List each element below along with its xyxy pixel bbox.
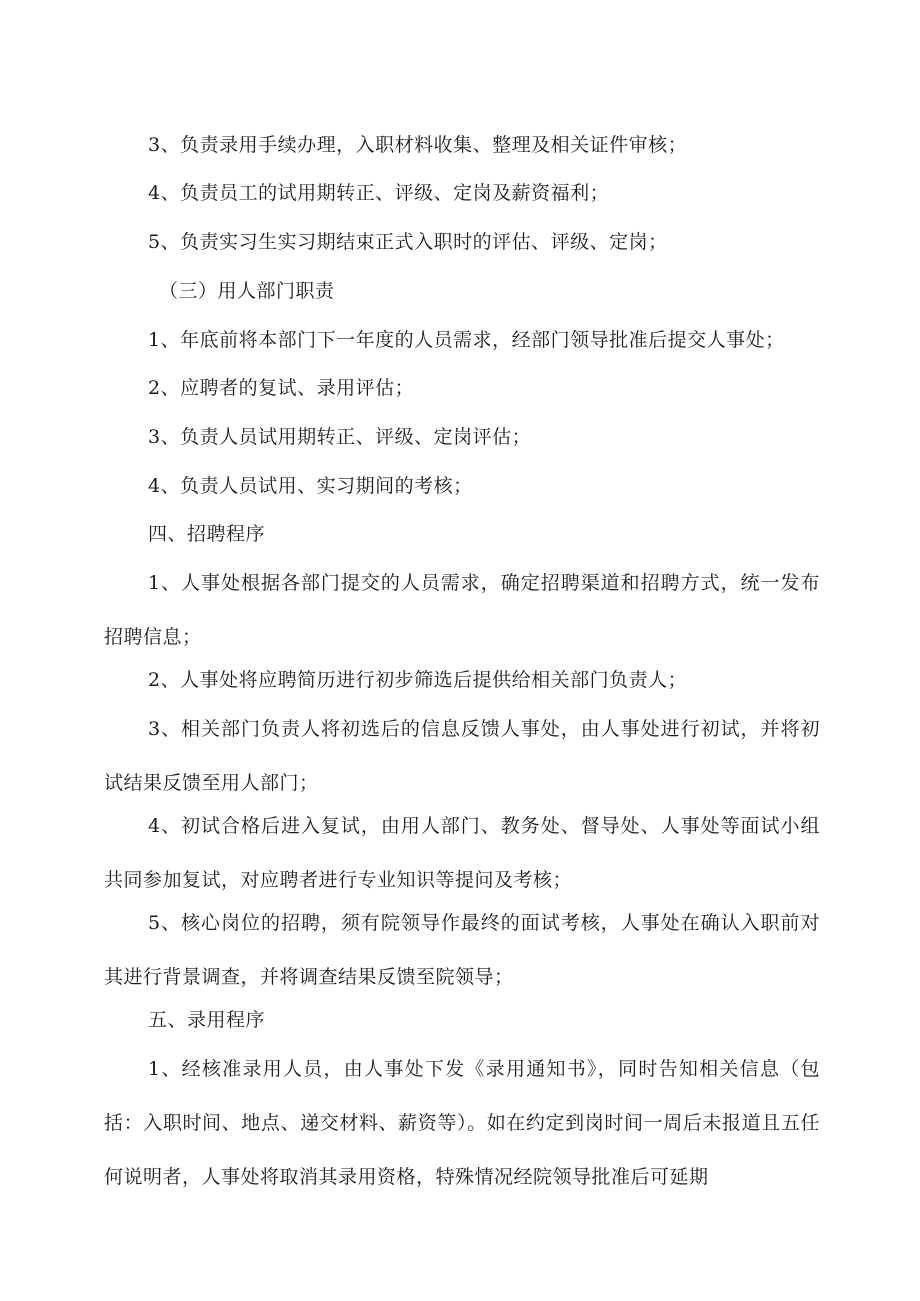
paragraph: 4、初试合格后进入复试，由用人部门、教务处、督导处、人事处等面试小组共同参加复试，对应聘者进行专业知识等提问及考核； bbox=[104, 815, 820, 891]
paragraph: 3、相关部门负责人将初选后的信息反馈人事处，由人事处进行初试，并将初试结果反馈至用人部门； bbox=[104, 718, 820, 794]
paragraph: 3、负责人员试用期转正、评级、定岗评估； bbox=[148, 426, 532, 448]
paragraph: 1、年底前将本部门下一年度的人员需求，经部门领导批准后提交人事处； bbox=[148, 329, 785, 351]
paragraph: 4、负责人员试用、实习期间的考核； bbox=[148, 475, 473, 497]
paragraph: 5、核心岗位的招聘，须有院领导作最终的面试考核，人事处在确认入职前对其进行背景调查，并将调查结果反馈至院领导； bbox=[104, 912, 820, 988]
paragraph: 4、负责员工的试用期转正、评级、定岗及薪资福利； bbox=[148, 182, 610, 204]
paragraph: 1、经核准录用人员，由人事处下发《录用通知书》，同时告知相关信息（包括：入职时间、地点、递交材料、薪资等）。如在约定到岗时间一周后未报道且五任何说明者，人事处将取消其录用资格，特殊情况经院领导批准后可延期 bbox=[104, 1058, 820, 1188]
section-heading: 四、招聘程序 bbox=[148, 523, 266, 545]
paragraph: 2、应聘者的复试、录用评估； bbox=[148, 377, 415, 399]
paragraph: 5、负责实习生实习期结束正式入职时的评估、评级、定岗； bbox=[148, 231, 668, 253]
section-heading: （三）用人部门职责 bbox=[159, 280, 335, 302]
paragraph: 3、负责录用手续办理，入职材料收集、整理及相关证件审核； bbox=[148, 134, 688, 156]
paragraph: 1、人事处根据各部门提交的人员需求，确定招聘渠道和招聘方式，统一发布招聘信息； bbox=[104, 572, 820, 648]
paragraph: 2、人事处将应聘简历进行初步筛选后提供给相关部门负责人； bbox=[148, 669, 688, 691]
section-heading: 五、录用程序 bbox=[148, 1009, 266, 1031]
